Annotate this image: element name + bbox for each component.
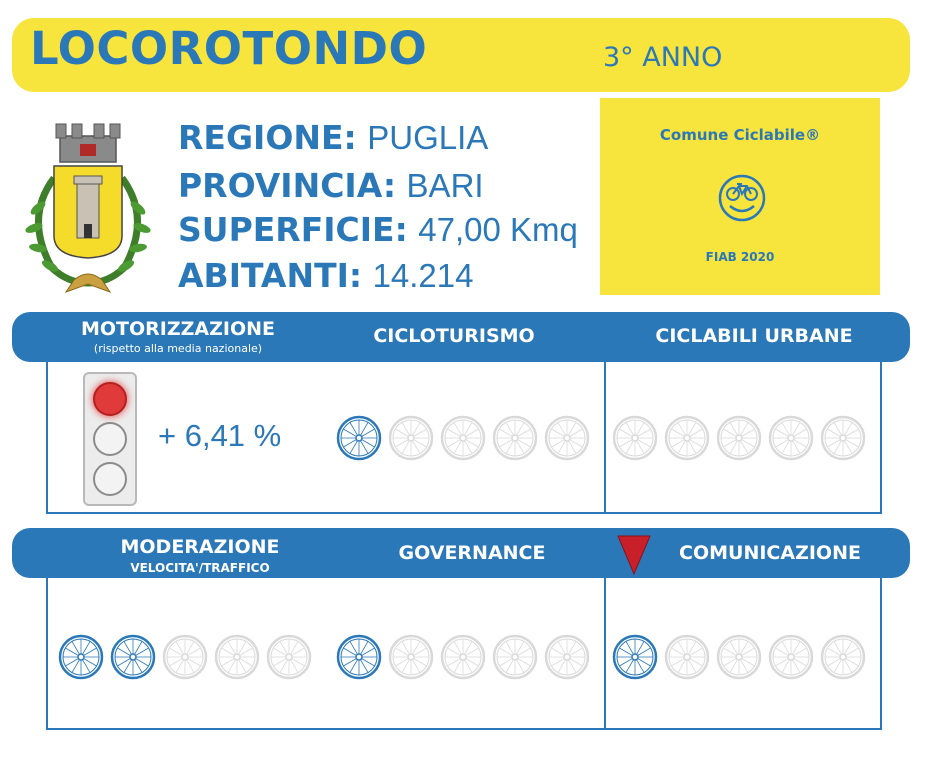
info-provincia: PROVINCIA: BARI <box>178 166 484 205</box>
governance-wheel-icon <box>544 634 590 680</box>
info-abitanti: ABITANTI: 14.214 <box>178 256 474 295</box>
motorizzazione-label: MOTORIZZAZIONE <box>80 318 275 340</box>
cicloturismo-wheel-icon <box>492 415 538 461</box>
year-label: 3° ANNO <box>603 42 723 73</box>
cicloturismo-wheel-icon <box>440 415 486 461</box>
ciclabili-urbane-wheel-icon <box>768 415 814 461</box>
comunicazione-wheel-icon <box>716 634 762 680</box>
moderazione-label: MODERAZIONE <box>120 536 280 558</box>
badge-footer: FIAB 2020 <box>705 250 775 264</box>
cicloturismo-wheel-icon <box>336 415 382 461</box>
governance-wheel-icon <box>388 634 434 680</box>
moderazione-wheel-icon <box>266 634 312 680</box>
red-lamp <box>93 382 127 416</box>
governance-wheel-icon <box>492 634 538 680</box>
governance-wheel-icon <box>336 634 382 680</box>
governance-wheel-icon <box>440 634 486 680</box>
ciclabili-urbane-wheel-icon <box>664 415 710 461</box>
comunicazione-label: COMUNICAZIONE <box>679 542 861 564</box>
info-regione: REGIONE: PUGLIA <box>178 118 489 157</box>
motorizzazione-sublabel: (rispetto alla media nazionale) <box>93 342 263 355</box>
green-lamp <box>93 462 127 496</box>
comunicazione-wheel-icon <box>664 634 710 680</box>
moderazione-wheel-icon <box>214 634 260 680</box>
ciclabili-urbane-wheel-icon <box>820 415 866 461</box>
comunicazione-wheel-icon <box>612 634 658 680</box>
comunicazione-wheel-icon <box>820 634 866 680</box>
down-arrow-icon <box>616 534 652 576</box>
ciclabili-urbane-wheel-icon <box>716 415 762 461</box>
moderazione-wheel-icon <box>110 634 156 680</box>
row1-header-bar <box>12 312 910 362</box>
bicycle-smile-icon <box>718 174 766 222</box>
moderazione-wheel-icon <box>162 634 208 680</box>
info-superficie: SUPERFICIE: 47,00 Kmq <box>178 210 578 249</box>
cicloturismo-wheel-icon <box>388 415 434 461</box>
ciclabili-urbane-label: CICLABILI URBANE <box>655 325 853 347</box>
cicloturismo-label: CICLOTURISMO <box>373 325 535 347</box>
governance-label: GOVERNANCE <box>398 542 546 564</box>
moderazione-sublabel: VELOCITA'/TRAFFICO <box>130 561 270 575</box>
city-name: LOCOROTONDO <box>30 22 428 75</box>
cicloturismo-wheel-icon <box>544 415 590 461</box>
coat-of-arms-icon <box>18 118 158 298</box>
comune-ciclabile-badge <box>600 98 880 295</box>
moderazione-wheel-icon <box>58 634 104 680</box>
traffic-light-icon <box>83 372 137 506</box>
comunicazione-wheel-icon <box>768 634 814 680</box>
badge-title: Comune Ciclabile® <box>659 126 821 144</box>
motorizzazione-value: + 6,41 % <box>158 418 282 453</box>
row2-header-bar <box>12 528 910 578</box>
ciclabili-urbane-wheel-icon <box>612 415 658 461</box>
yellow-lamp <box>93 422 127 456</box>
